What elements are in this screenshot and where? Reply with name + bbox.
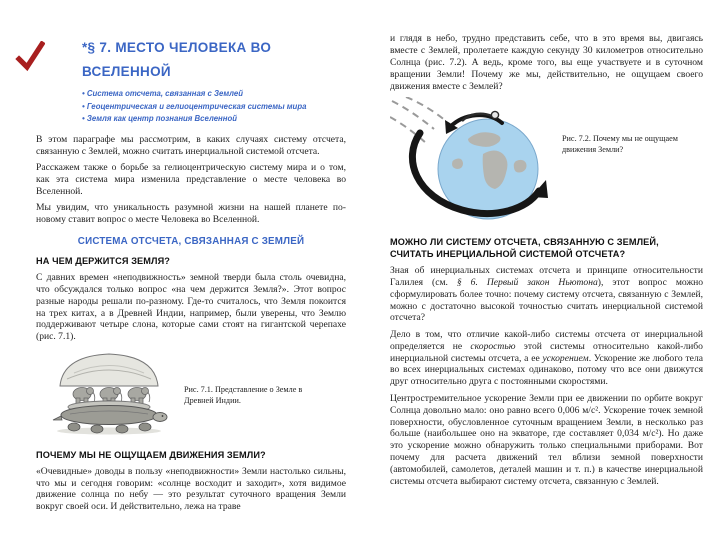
paragraph-topics-list bbox=[82, 88, 346, 125]
intro-paragraph-3: Мы увидим, что уникальность разумной жизни на нашей планете по-новому ставит вопрос о месте Человека во Вселенной. bbox=[36, 202, 346, 225]
paragraph-continuation: и глядя в небо, трудно представить себе, что в это время вы, двигаясь вместе с Землей, пролетаете каждую секунду 30 километров относительно Солнца (рис. 7.2). А ведь, кроме того, вы еще участвуете и в суточном вращении Земли! Почему же мы, действительно, не ощущаем своего движения вместе с Землей? bbox=[390, 33, 703, 92]
paragraph-inertial-3: Центростремительное ускорение Земли при ее движении по орбите вокруг Солнца довольно мало: оно равно всего 0,006 м/с². Ускорение точек земной поверхности, обусловленное суточным вращением Земли, в несколько раз больше (наибольшее оно на экваторе, где составляет 0,034 м/с²). Но даже это ускорение можно обнаружить только специальными приборами. Вот почему для расчета движений тел вблизи земной поверхности (автомобилей, самолетов, деталей машин и т. п.) в качестве инерциальной системы отсчета выбирают систему отсчета, связанную с Землей. bbox=[390, 392, 703, 487]
subheading-what-holds-earth: НА ЧЕМ ДЕРЖИТСЯ ЗЕМЛЯ? bbox=[36, 255, 171, 266]
topic-item: • Система отсчета, связанная с Землей bbox=[82, 88, 346, 100]
term-italic: скоростью bbox=[470, 340, 516, 352]
figure-7-2 bbox=[390, 97, 703, 228]
subheading-why-not-feel-motion: ПОЧЕМУ МЫ НЕ ОЩУЩАЕМ ДВИЖЕНИЯ ЗЕМЛИ? bbox=[36, 449, 266, 460]
intro-paragraph-2: Расскажем также о борьбе за гелиоцентрическую систему мира и о том, как эта система мира изменила представление о месте человека во Вселенной. bbox=[36, 161, 346, 197]
paragraph-inertial-2 bbox=[390, 329, 703, 388]
figure-7-1 bbox=[36, 348, 346, 441]
text-segment: этой системы относительно какой-либо инерциальной системы отсчета, а ее bbox=[390, 340, 703, 364]
text-segment: . Ускорение же любого тела во всех инерциальных системах одинаково, потому что все они движутся друг относительно друга с постоянными скоростями. bbox=[390, 352, 703, 388]
earth-rotation-illustration bbox=[390, 97, 558, 228]
turtle-elephants-illustration bbox=[50, 348, 170, 441]
figure-7-1-caption: Рис. 7.1. Представление о Земле в Древней Индии. bbox=[184, 384, 303, 406]
left-page bbox=[36, 36, 346, 518]
paragraph-title: *§ 7. МЕСТО ЧЕЛОВЕКА ВО ВСЕЛЕННОЙ bbox=[82, 40, 272, 79]
text-segment: Зная об инерциальных системах отсчета и принципе относительности Галилея (см. bbox=[390, 264, 703, 288]
text-segment: Дело в том, что отличие какой-либо системы отсчета от инерциальной определяется не bbox=[390, 328, 703, 352]
paragraph-what-holds-earth: С давних времен «неподвижность» земной тверди была столь очевидна, что обсуждался только вопрос «на чем держится Земля?». Этот вопрос разные народы решали по-разному. Где-то считалось, что Земля покоится на трех китах, а в Древней Индии, например, были уверены, что Землю поддерживают четыре слона, которые сами стоят на гигантской черепахе (рис. 7.1). bbox=[36, 271, 346, 343]
section-heading: СИСТЕМА ОТСЧЕТА, СВЯЗАННАЯ С ЗЕМЛЕЙ bbox=[77, 235, 305, 247]
text-segment: ), этот вопрос можно сформулировать более точно: почему систему отсчета, связанную с Землей, можно с достаточно высокой точностью считать инерциальной системой отсчета? bbox=[390, 276, 704, 324]
right-page bbox=[390, 33, 703, 492]
subheading-inertial-question: МОЖНО ЛИ СИСТЕМУ ОТСЧЕТА, СВЯЗАННУЮ С ЗЕМЛЕЙ, СЧИТАТЬ ИНЕРЦИАЛЬНОЙ СИСТЕМОЙ ОТСЧЕТА? bbox=[390, 236, 659, 259]
topic-item: • Земля как центр познания Вселенной bbox=[82, 113, 346, 125]
reference-italic: § 6. Первый закон Ньютона bbox=[456, 276, 598, 288]
intro-paragraph-1: В этом параграфе мы рассмотрим, в каких случаях систему отсчета, связанную с Землей, можно считать инерциальной системой отсчета. bbox=[36, 133, 346, 157]
term-italic: ускорением bbox=[542, 352, 589, 364]
paragraph-why-not-feel-motion: «Очевидные» доводы в пользу «неподвижности» Земли настолько сильны, что мы и сегодня говорим: «солнце восходит и заходит», хотя видимое движение солнца по небу — это результат суточного вращения Земли вокруг своей оси. И действительно, лежа на траве bbox=[36, 465, 346, 513]
topic-item: • Геоцентрическая и гелиоцентрическая системы мира bbox=[82, 101, 346, 113]
paragraph-inertial-1 bbox=[390, 265, 703, 324]
figure-7-2-caption: Рис. 7.2. Почему мы не ощущаем движения Земли? bbox=[562, 133, 678, 155]
